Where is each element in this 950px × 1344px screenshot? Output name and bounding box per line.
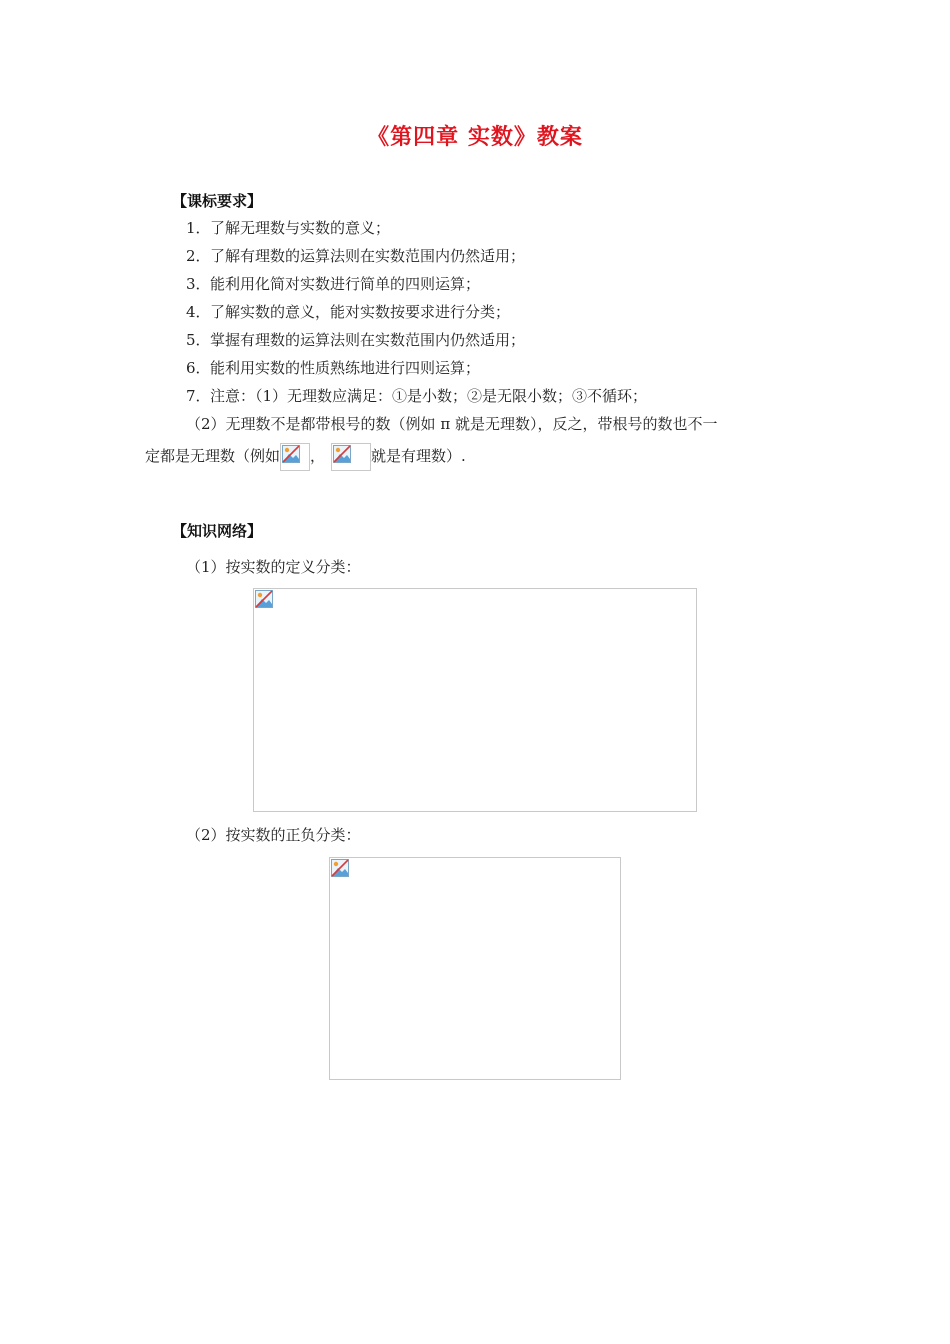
list-item: 7．注意：（1）无理数应满足：①是小数；②是无限小数；③不循环； [186,387,648,405]
broken-image-icon [255,590,273,608]
broken-image-icon [282,445,300,463]
document-title: 《第四章 实数》教案 [367,125,583,150]
list-item: 4．了解实数的意义，能对实数按要求进行分类； [186,303,511,321]
classification-diagram-definition-image [253,588,697,812]
classification-diagram-sign-image [329,857,621,1080]
classification-label-definition: （1）按实数的定义分类： [186,558,361,576]
section-heading-knowledge-network: 【知识网络】 [172,522,263,540]
note-line-continued: 定都是无理数（例如 ， 就是有理数）. [145,441,466,471]
list-item: 5．掌握有理数的运算法则在实数范围内仍然适用； [186,331,526,349]
broken-image-icon [331,859,349,877]
section-heading-requirements: 【课标要求】 [172,192,263,210]
classification-label-sign: （2）按实数的正负分类： [186,826,361,844]
note-line: （2）无理数不是都带根号的数（例如 π 就是无理数），反之，带根号的数也不一 [186,415,718,433]
sqrt-example-image-2 [331,443,371,471]
broken-image-icon [333,445,351,463]
list-item: 3．能利用化简对实数进行简单的四则运算； [186,275,481,293]
list-item: 1．了解无理数与实数的意义； [186,219,391,237]
sqrt-example-image-1 [280,443,310,471]
list-item: 2．了解有理数的运算法则在实数范围内仍然适用； [186,247,526,265]
list-item: 6．能利用实数的性质熟练地进行四则运算； [186,359,481,377]
